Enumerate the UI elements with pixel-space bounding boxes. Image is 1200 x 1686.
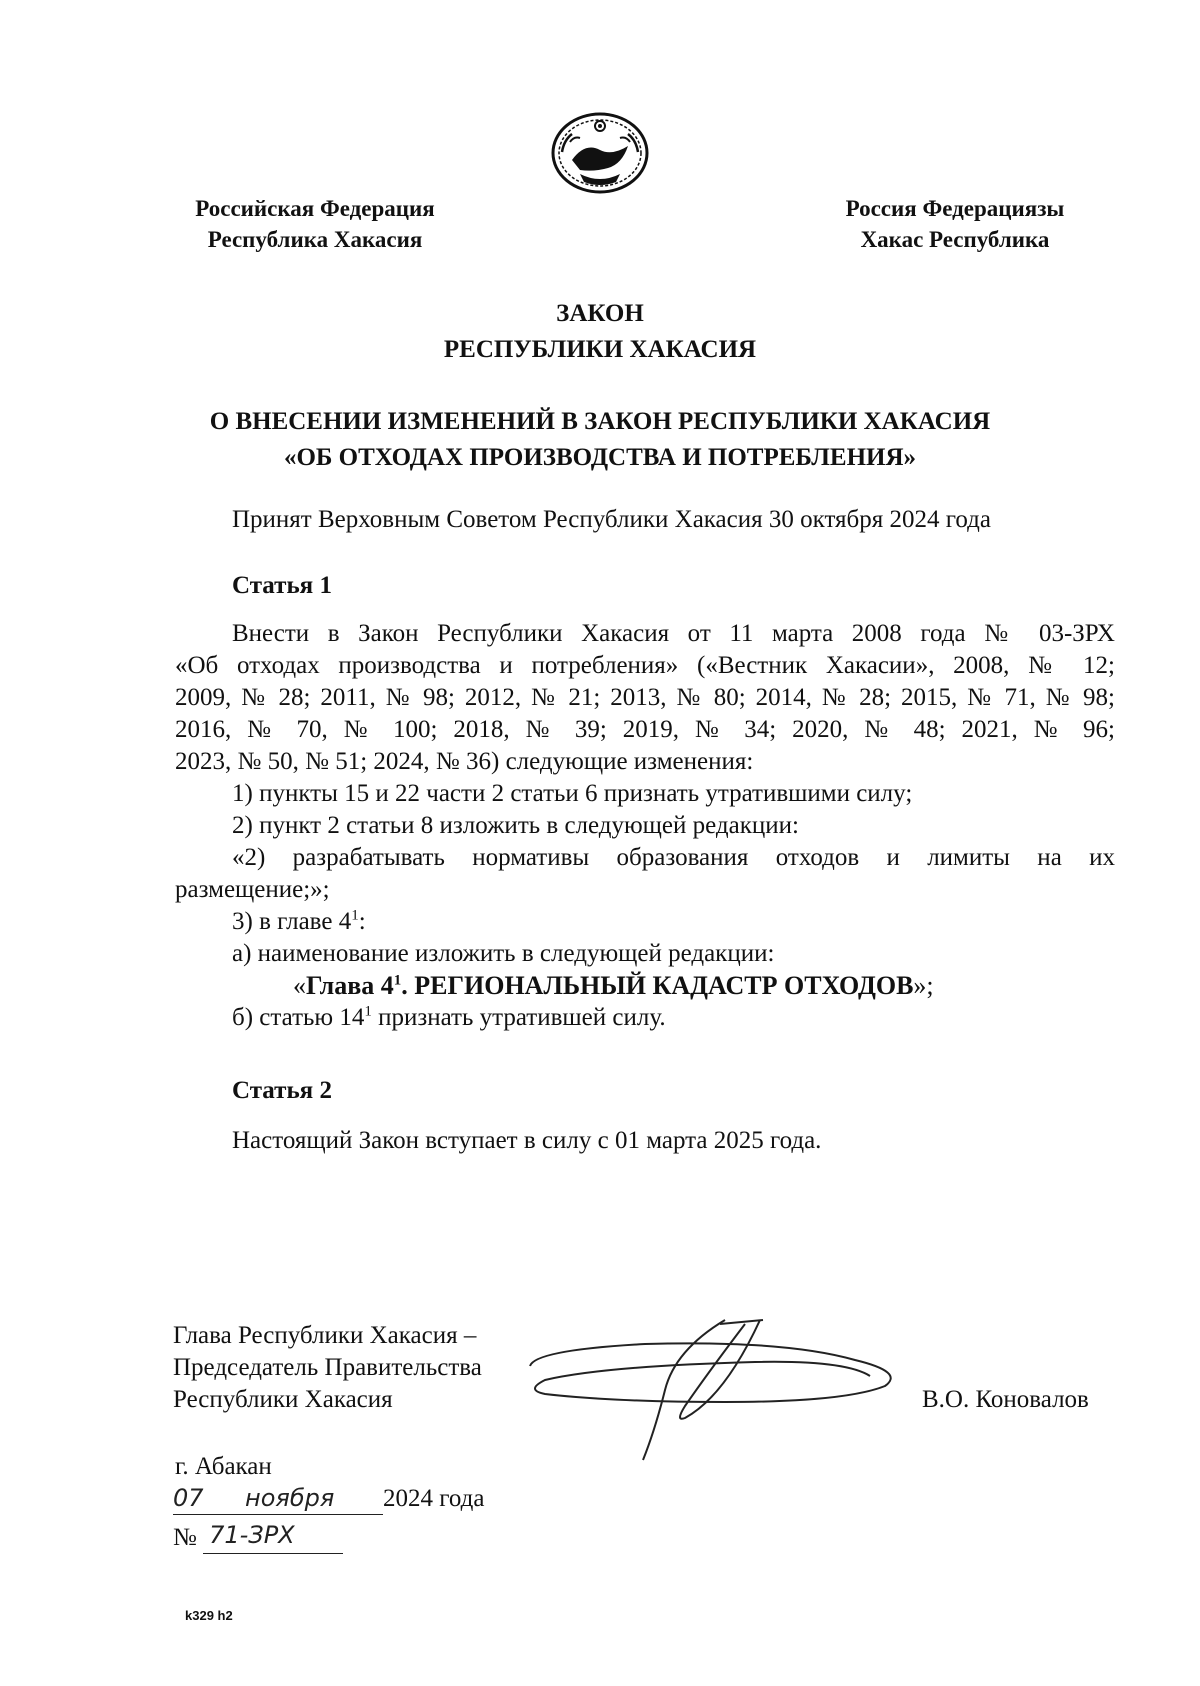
item-3b-rest: признать утратившей силу.: [371, 1004, 666, 1031]
title-line1: ЗАКОН: [556, 300, 644, 327]
chapter-quote-open: «: [293, 971, 306, 1000]
subject-line2: «ОБ ОТХОДАХ ПРОИЗВОДСТВА И ПОТРЕБЛЕНИЯ»: [283, 444, 917, 471]
document-code: k329 h2: [185, 1608, 233, 1623]
header-left-line1: Российская Федерация: [195, 196, 435, 221]
role-line2: Председатель Правительства: [173, 1354, 482, 1381]
emblem: [550, 112, 650, 194]
number-label: №: [173, 1524, 197, 1551]
handwritten-signature: [525, 1310, 915, 1470]
date-year: 2024 года: [383, 1485, 485, 1512]
date-handwritten: [173, 1484, 383, 1515]
header-left: [170, 193, 460, 255]
signatory-name: В.О. Коновалов: [922, 1386, 1089, 1413]
item-1: 1) пункты 15 и 22 части 2 статьи 6 признать утратившими силу;: [232, 780, 913, 807]
role-line1: Глава Республики Хакасия –: [173, 1322, 477, 1349]
number-value: 71-ЗРХ: [209, 1521, 295, 1549]
article1-heading: Статья 1: [232, 572, 332, 599]
law-title: [0, 296, 1200, 368]
role-line3: Республики Хакасия: [173, 1386, 393, 1413]
date-line: [173, 1483, 484, 1515]
article2-heading: Статья 2: [232, 1077, 332, 1104]
article2-text: Настоящий Закон вступает в силу с 01 марта 2025 года.: [232, 1127, 822, 1154]
header-left-line2: Республика Хакасия: [207, 227, 423, 252]
article1-paragraph-line: 2023, № 50, № 51; 2024, № 36) следующие изменения:: [175, 748, 754, 775]
adoption-note: Принят Верховным Советом Республики Хакасия 30 октября 2024 года: [232, 506, 991, 533]
article1-paragraph-line: 2009, № 28; 2011, № 98; 2012, № 21; 2013, № 80; 2014, № 28; 2015, № 71, № 98;: [175, 684, 1115, 711]
item-3b: [175, 1002, 1115, 1034]
chapter-sup: 1: [393, 972, 402, 989]
number-handwritten: [203, 1523, 343, 1554]
header-right-line2: Хакас Республика: [860, 227, 1050, 252]
article1-paragraph-line: «Об отходах производства и потребления» («Вестник Хакасии», 2008, № 12;: [175, 652, 1115, 679]
emblem-of-khakassia-icon: [550, 112, 650, 194]
chapter-title-bold-rest: . РЕГИОНАЛЬНЫЙ КАДАСТР ОТХОДОВ: [401, 971, 914, 1000]
item-3-sup: 1: [351, 907, 359, 924]
item-2-quote: «2) разрабатывать нормативы образования отходов и лимиты на их: [232, 844, 1115, 871]
place: г. Абакан: [175, 1453, 272, 1480]
subject-line1: О ВНЕСЕНИИ ИЗМЕНЕНИЙ В ЗАКОН РЕСПУБЛИКИ ХАКАСИЯ: [209, 408, 991, 435]
article1-paragraph-line: Внести в Закон Республики Хакасия от 11 марта 2008 года № 03-ЗРХ: [232, 620, 1115, 647]
chapter-quote-close: »;: [913, 971, 934, 1000]
header-right-line1: Россия Федерациязы: [845, 196, 1065, 221]
chapter-title-bold: Глава 4: [306, 971, 394, 1000]
article1-paragraph-line: 2016, № 70, № 100; 2018, № 39; 2019, № 34; 2020, № 48; 2021, № 96;: [175, 716, 1115, 743]
item-3b-text: б) статью 14: [232, 1004, 365, 1031]
item-3: [175, 906, 1115, 938]
item-2: 2) пункт 2 статьи 8 изложить в следующей редакции:: [232, 812, 799, 839]
item-3-text: 3) в главе 4: [232, 908, 352, 935]
date-day: 07: [173, 1484, 204, 1512]
law-subject: [0, 404, 1200, 476]
date-month: ноября: [245, 1484, 335, 1512]
item-3-colon: :: [358, 908, 366, 935]
signatory-role: [173, 1320, 482, 1416]
item-2-quote-end: размещение;»;: [175, 876, 330, 903]
title-line2: РЕСПУБЛИКИ ХАКАСИЯ: [443, 336, 757, 363]
chapter-title: [175, 970, 1115, 1002]
item-3a: а) наименование изложить в следующей редакции:: [232, 940, 775, 967]
header-right: [820, 193, 1090, 255]
number-line: [173, 1522, 343, 1554]
item-3b-sup: 1: [364, 1003, 372, 1020]
article1-body: [175, 618, 1115, 1034]
